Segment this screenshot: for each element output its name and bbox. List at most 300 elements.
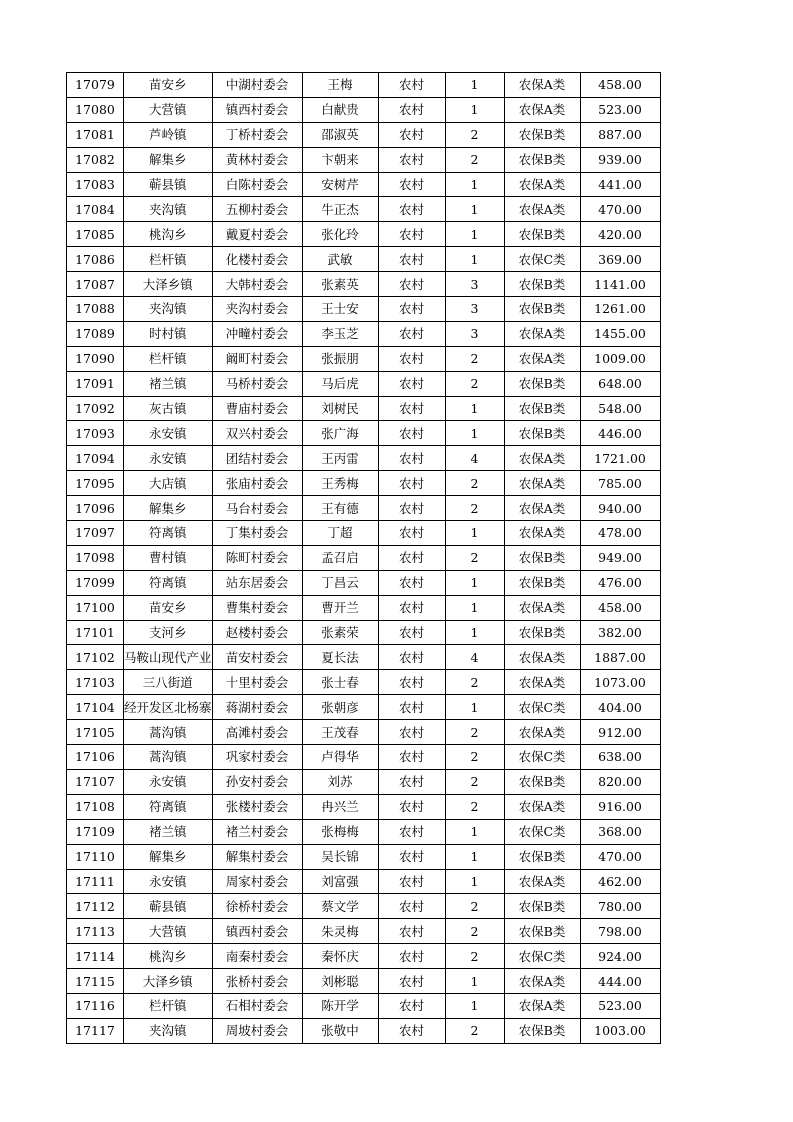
record-id-cell: 17112 <box>67 894 124 919</box>
insurance-category-cell: 农保A类 <box>504 969 580 994</box>
amount-cell: 470.00 <box>580 197 660 222</box>
amount-cell: 924.00 <box>580 944 660 969</box>
household-count-cell: 2 <box>445 371 504 396</box>
amount-cell: 382.00 <box>580 620 660 645</box>
village-cell: 曹集村委会 <box>212 595 302 620</box>
household-count-cell: 2 <box>445 794 504 819</box>
record-id-cell: 17088 <box>67 297 124 322</box>
insurance-category-cell: 农保B类 <box>504 620 580 645</box>
table-row <box>67 521 661 546</box>
residence-type-cell: 农村 <box>378 471 445 496</box>
amount-cell: 638.00 <box>580 745 660 770</box>
table-row <box>67 297 661 322</box>
table-row <box>67 222 661 247</box>
village-cell: 蒋湖村委会 <box>212 695 302 720</box>
table-row <box>67 894 661 919</box>
insurance-category-cell: 农保A类 <box>504 521 580 546</box>
table-row <box>67 620 661 645</box>
household-count-cell: 2 <box>445 545 504 570</box>
insurance-category-cell: 农保B类 <box>504 371 580 396</box>
table-row <box>67 645 661 670</box>
insurance-category-cell: 农保B类 <box>504 1018 580 1043</box>
insurance-category-cell: 农保A类 <box>504 197 580 222</box>
village-cell: 张庙村委会 <box>212 471 302 496</box>
amount-cell: 476.00 <box>580 570 660 595</box>
household-count-cell: 3 <box>445 321 504 346</box>
name-cell: 张振朋 <box>302 346 378 371</box>
insurance-category-cell: 农保A类 <box>504 869 580 894</box>
village-cell: 中湖村委会 <box>212 73 302 98</box>
amount-cell: 1887.00 <box>580 645 660 670</box>
amount-cell: 820.00 <box>580 769 660 794</box>
name-cell: 刘树民 <box>302 396 378 421</box>
insurance-category-cell: 农保B类 <box>504 147 580 172</box>
name-cell: 张素荣 <box>302 620 378 645</box>
record-id-cell: 17098 <box>67 545 124 570</box>
amount-cell: 420.00 <box>580 222 660 247</box>
amount-cell: 1141.00 <box>580 272 660 297</box>
name-cell: 曹开兰 <box>302 595 378 620</box>
insurance-category-cell: 农保A类 <box>504 993 580 1018</box>
town-cell: 符离镇 <box>124 570 213 595</box>
residence-type-cell: 农村 <box>378 720 445 745</box>
village-cell: 石相村委会 <box>212 993 302 1018</box>
village-cell: 镇西村委会 <box>212 97 302 122</box>
town-cell: 夹沟镇 <box>124 197 213 222</box>
household-count-cell: 1 <box>445 969 504 994</box>
name-cell: 张化玲 <box>302 222 378 247</box>
insurance-category-cell: 农保C类 <box>504 819 580 844</box>
household-count-cell: 1 <box>445 172 504 197</box>
village-cell: 化楼村委会 <box>212 247 302 272</box>
village-cell: 赵楼村委会 <box>212 620 302 645</box>
town-cell: 桃沟乡 <box>124 222 213 247</box>
table-row <box>67 720 661 745</box>
name-cell: 刘富强 <box>302 869 378 894</box>
record-id-cell: 17083 <box>67 172 124 197</box>
village-cell: 黄林村委会 <box>212 147 302 172</box>
table-row <box>67 247 661 272</box>
table-row <box>67 794 661 819</box>
record-id-cell: 17085 <box>67 222 124 247</box>
table-row <box>67 819 661 844</box>
amount-cell: 912.00 <box>580 720 660 745</box>
record-id-cell: 17099 <box>67 570 124 595</box>
town-cell: 大店镇 <box>124 471 213 496</box>
town-cell: 符离镇 <box>124 794 213 819</box>
household-count-cell: 1 <box>445 595 504 620</box>
town-cell: 大泽乡镇 <box>124 969 213 994</box>
household-count-cell: 3 <box>445 297 504 322</box>
village-cell: 周坡村委会 <box>212 1018 302 1043</box>
table-row <box>67 471 661 496</box>
name-cell: 武敏 <box>302 247 378 272</box>
household-count-cell: 4 <box>445 446 504 471</box>
household-count-cell: 2 <box>445 745 504 770</box>
table-row <box>67 97 661 122</box>
name-cell: 邵淑英 <box>302 122 378 147</box>
residence-type-cell: 农村 <box>378 844 445 869</box>
table-row <box>67 919 661 944</box>
amount-cell: 648.00 <box>580 371 660 396</box>
name-cell: 王士安 <box>302 297 378 322</box>
village-cell: 解集村委会 <box>212 844 302 869</box>
household-count-cell: 2 <box>445 720 504 745</box>
amount-cell: 916.00 <box>580 794 660 819</box>
table-row <box>67 570 661 595</box>
town-cell: 经开发区北杨寨 <box>124 695 213 720</box>
insurance-category-cell: 农保B类 <box>504 545 580 570</box>
table-row <box>67 122 661 147</box>
residence-type-cell: 农村 <box>378 496 445 521</box>
household-count-cell: 1 <box>445 197 504 222</box>
insurance-category-cell: 农保A类 <box>504 73 580 98</box>
name-cell: 马后虎 <box>302 371 378 396</box>
name-cell: 卞朝来 <box>302 147 378 172</box>
insurance-category-cell: 农保A类 <box>504 97 580 122</box>
town-cell: 永安镇 <box>124 869 213 894</box>
record-id-cell: 17089 <box>67 321 124 346</box>
town-cell: 夹沟镇 <box>124 1018 213 1043</box>
name-cell: 王有德 <box>302 496 378 521</box>
insurance-category-cell: 农保B类 <box>504 919 580 944</box>
amount-cell: 446.00 <box>580 421 660 446</box>
village-cell: 南秦村委会 <box>212 944 302 969</box>
village-cell: 站东居委会 <box>212 570 302 595</box>
record-id-cell: 17102 <box>67 645 124 670</box>
town-cell: 永安镇 <box>124 446 213 471</box>
table-row <box>67 745 661 770</box>
town-cell: 永安镇 <box>124 421 213 446</box>
name-cell: 张朝彦 <box>302 695 378 720</box>
household-count-cell: 2 <box>445 471 504 496</box>
residence-type-cell: 农村 <box>378 446 445 471</box>
insurance-category-cell: 农保C类 <box>504 695 580 720</box>
record-id-cell: 17100 <box>67 595 124 620</box>
town-cell: 蒿沟镇 <box>124 720 213 745</box>
insurance-category-cell: 农保A类 <box>504 595 580 620</box>
record-id-cell: 17105 <box>67 720 124 745</box>
record-id-cell: 17111 <box>67 869 124 894</box>
household-count-cell: 1 <box>445 396 504 421</box>
insurance-category-cell: 农保B类 <box>504 122 580 147</box>
name-cell: 冉兴兰 <box>302 794 378 819</box>
amount-cell: 458.00 <box>580 73 660 98</box>
town-cell: 解集乡 <box>124 147 213 172</box>
village-cell: 苗安村委会 <box>212 645 302 670</box>
amount-cell: 404.00 <box>580 695 660 720</box>
village-cell: 曹庙村委会 <box>212 396 302 421</box>
household-count-cell: 1 <box>445 570 504 595</box>
table-row <box>67 969 661 994</box>
residence-type-cell: 农村 <box>378 521 445 546</box>
table-row <box>67 869 661 894</box>
residence-type-cell: 农村 <box>378 321 445 346</box>
household-count-cell: 3 <box>445 272 504 297</box>
village-cell: 十里村委会 <box>212 670 302 695</box>
household-count-cell: 2 <box>445 346 504 371</box>
name-cell: 王秀梅 <box>302 471 378 496</box>
record-id-cell: 17097 <box>67 521 124 546</box>
residence-type-cell: 农村 <box>378 695 445 720</box>
residence-type-cell: 农村 <box>378 819 445 844</box>
residence-type-cell: 农村 <box>378 297 445 322</box>
name-cell: 丁昌云 <box>302 570 378 595</box>
town-cell: 大营镇 <box>124 919 213 944</box>
household-count-cell: 1 <box>445 222 504 247</box>
table-row <box>67 944 661 969</box>
village-cell: 双兴村委会 <box>212 421 302 446</box>
town-cell: 时村镇 <box>124 321 213 346</box>
insurance-category-cell: 农保B类 <box>504 894 580 919</box>
record-id-cell: 17095 <box>67 471 124 496</box>
insurance-category-cell: 农保C类 <box>504 247 580 272</box>
table-row <box>67 545 661 570</box>
town-cell: 马鞍山现代产业 <box>124 645 213 670</box>
record-id-cell: 17103 <box>67 670 124 695</box>
table-body <box>67 73 661 1044</box>
table-row <box>67 272 661 297</box>
household-count-cell: 1 <box>445 247 504 272</box>
record-id-cell: 17117 <box>67 1018 124 1043</box>
village-cell: 陈町村委会 <box>212 545 302 570</box>
name-cell: 刘苏 <box>302 769 378 794</box>
amount-cell: 523.00 <box>580 97 660 122</box>
record-id-cell: 17107 <box>67 769 124 794</box>
table-row <box>67 993 661 1018</box>
residence-type-cell: 农村 <box>378 97 445 122</box>
village-cell: 高滩村委会 <box>212 720 302 745</box>
residence-type-cell: 农村 <box>378 919 445 944</box>
residence-type-cell: 农村 <box>378 670 445 695</box>
town-cell: 蒿沟镇 <box>124 745 213 770</box>
record-id-cell: 17090 <box>67 346 124 371</box>
name-cell: 张梅梅 <box>302 819 378 844</box>
village-cell: 丁集村委会 <box>212 521 302 546</box>
residence-type-cell: 农村 <box>378 247 445 272</box>
record-id-cell: 17115 <box>67 969 124 994</box>
table-row <box>67 197 661 222</box>
insurance-category-cell: 农保B类 <box>504 396 580 421</box>
village-cell: 褚兰村委会 <box>212 819 302 844</box>
insurance-category-cell: 农保A类 <box>504 670 580 695</box>
residence-type-cell: 农村 <box>378 645 445 670</box>
insurance-category-cell: 农保C类 <box>504 944 580 969</box>
village-cell: 阚町村委会 <box>212 346 302 371</box>
name-cell: 王丙雷 <box>302 446 378 471</box>
village-cell: 戴夏村委会 <box>212 222 302 247</box>
table-row <box>67 346 661 371</box>
name-cell: 李玉芝 <box>302 321 378 346</box>
household-count-cell: 2 <box>445 919 504 944</box>
residence-type-cell: 农村 <box>378 73 445 98</box>
record-id-cell: 17108 <box>67 794 124 819</box>
household-count-cell: 2 <box>445 1018 504 1043</box>
table-row <box>67 421 661 446</box>
insurance-category-cell: 农保A类 <box>504 794 580 819</box>
table-row <box>67 172 661 197</box>
record-id-cell: 17106 <box>67 745 124 770</box>
name-cell: 张敬中 <box>302 1018 378 1043</box>
residence-type-cell: 农村 <box>378 147 445 172</box>
residence-type-cell: 农村 <box>378 222 445 247</box>
amount-cell: 939.00 <box>580 147 660 172</box>
insurance-category-cell: 农保B类 <box>504 769 580 794</box>
name-cell: 丁超 <box>302 521 378 546</box>
name-cell: 卢得华 <box>302 745 378 770</box>
name-cell: 白献贵 <box>302 97 378 122</box>
household-count-cell: 1 <box>445 844 504 869</box>
household-count-cell: 2 <box>445 670 504 695</box>
name-cell: 夏长法 <box>302 645 378 670</box>
residence-type-cell: 农村 <box>378 1018 445 1043</box>
village-cell: 张楼村委会 <box>212 794 302 819</box>
residence-type-cell: 农村 <box>378 272 445 297</box>
town-cell: 蕲县镇 <box>124 172 213 197</box>
residence-type-cell: 农村 <box>378 346 445 371</box>
amount-cell: 478.00 <box>580 521 660 546</box>
record-id-cell: 17091 <box>67 371 124 396</box>
amount-cell: 458.00 <box>580 595 660 620</box>
amount-cell: 444.00 <box>580 969 660 994</box>
insurance-category-cell: 农保B类 <box>504 272 580 297</box>
record-id-cell: 17080 <box>67 97 124 122</box>
name-cell: 秦怀庆 <box>302 944 378 969</box>
record-id-cell: 17086 <box>67 247 124 272</box>
table-row <box>67 147 661 172</box>
insurance-category-cell: 农保C类 <box>504 745 580 770</box>
household-count-cell: 1 <box>445 521 504 546</box>
village-cell: 镇西村委会 <box>212 919 302 944</box>
name-cell: 牛正杰 <box>302 197 378 222</box>
name-cell: 张士春 <box>302 670 378 695</box>
table-row <box>67 446 661 471</box>
town-cell: 褚兰镇 <box>124 371 213 396</box>
amount-cell: 369.00 <box>580 247 660 272</box>
record-id-cell: 17092 <box>67 396 124 421</box>
amount-cell: 1261.00 <box>580 297 660 322</box>
insurance-category-cell: 农保B类 <box>504 222 580 247</box>
town-cell: 解集乡 <box>124 496 213 521</box>
record-id-cell: 17110 <box>67 844 124 869</box>
table-row <box>67 844 661 869</box>
town-cell: 栏杆镇 <box>124 993 213 1018</box>
insurance-category-cell: 农保A类 <box>504 645 580 670</box>
household-count-cell: 1 <box>445 421 504 446</box>
amount-cell: 462.00 <box>580 869 660 894</box>
residence-type-cell: 农村 <box>378 944 445 969</box>
amount-cell: 1721.00 <box>580 446 660 471</box>
insurance-category-cell: 农保A类 <box>504 172 580 197</box>
household-count-cell: 2 <box>445 944 504 969</box>
residence-type-cell: 农村 <box>378 894 445 919</box>
record-id-cell: 17096 <box>67 496 124 521</box>
name-cell: 刘彬聪 <box>302 969 378 994</box>
record-id-cell: 17113 <box>67 919 124 944</box>
record-id-cell: 17114 <box>67 944 124 969</box>
record-id-cell: 17101 <box>67 620 124 645</box>
name-cell: 朱灵梅 <box>302 919 378 944</box>
record-id-cell: 17116 <box>67 993 124 1018</box>
table-row <box>67 321 661 346</box>
insurance-category-cell: 农保A类 <box>504 346 580 371</box>
town-cell: 苗安乡 <box>124 73 213 98</box>
record-id-cell: 17109 <box>67 819 124 844</box>
table-row <box>67 1018 661 1043</box>
household-count-cell: 2 <box>445 147 504 172</box>
town-cell: 栏杆镇 <box>124 346 213 371</box>
residence-type-cell: 农村 <box>378 172 445 197</box>
household-count-cell: 1 <box>445 620 504 645</box>
residence-type-cell: 农村 <box>378 396 445 421</box>
table-row <box>67 670 661 695</box>
residence-type-cell: 农村 <box>378 421 445 446</box>
table-row <box>67 396 661 421</box>
name-cell: 王茂春 <box>302 720 378 745</box>
village-cell: 丁桥村委会 <box>212 122 302 147</box>
village-cell: 张桥村委会 <box>212 969 302 994</box>
household-count-cell: 1 <box>445 695 504 720</box>
amount-cell: 940.00 <box>580 496 660 521</box>
insurance-category-cell: 农保A类 <box>504 720 580 745</box>
amount-cell: 780.00 <box>580 894 660 919</box>
town-cell: 灰古镇 <box>124 396 213 421</box>
residence-type-cell: 农村 <box>378 969 445 994</box>
amount-cell: 785.00 <box>580 471 660 496</box>
village-cell: 徐桥村委会 <box>212 894 302 919</box>
record-id-cell: 17084 <box>67 197 124 222</box>
village-cell: 团结村委会 <box>212 446 302 471</box>
town-cell: 栏杆镇 <box>124 247 213 272</box>
village-cell: 白陈村委会 <box>212 172 302 197</box>
residence-type-cell: 农村 <box>378 545 445 570</box>
town-cell: 支河乡 <box>124 620 213 645</box>
amount-cell: 523.00 <box>580 993 660 1018</box>
town-cell: 曹村镇 <box>124 545 213 570</box>
amount-cell: 798.00 <box>580 919 660 944</box>
insurance-category-cell: 农保B类 <box>504 570 580 595</box>
village-cell: 马台村委会 <box>212 496 302 521</box>
insurance-category-cell: 农保B类 <box>504 297 580 322</box>
table-row <box>67 371 661 396</box>
town-cell: 桃沟乡 <box>124 944 213 969</box>
household-count-cell: 1 <box>445 869 504 894</box>
name-cell: 王梅 <box>302 73 378 98</box>
insurance-category-cell: 农保A类 <box>504 446 580 471</box>
record-id-cell: 17087 <box>67 272 124 297</box>
amount-cell: 949.00 <box>580 545 660 570</box>
household-count-cell: 2 <box>445 894 504 919</box>
residence-type-cell: 农村 <box>378 745 445 770</box>
amount-cell: 368.00 <box>580 819 660 844</box>
amount-cell: 1455.00 <box>580 321 660 346</box>
insurance-category-cell: 农保B类 <box>504 844 580 869</box>
household-count-cell: 2 <box>445 769 504 794</box>
name-cell: 张素英 <box>302 272 378 297</box>
table-row <box>67 595 661 620</box>
village-cell: 孙安村委会 <box>212 769 302 794</box>
amount-cell: 887.00 <box>580 122 660 147</box>
name-cell: 吴长锦 <box>302 844 378 869</box>
town-cell: 苗安乡 <box>124 595 213 620</box>
town-cell: 夹沟镇 <box>124 297 213 322</box>
residence-type-cell: 农村 <box>378 620 445 645</box>
table-row <box>67 769 661 794</box>
village-cell: 大韩村委会 <box>212 272 302 297</box>
amount-cell: 1003.00 <box>580 1018 660 1043</box>
town-cell: 芦岭镇 <box>124 122 213 147</box>
town-cell: 蕲县镇 <box>124 894 213 919</box>
